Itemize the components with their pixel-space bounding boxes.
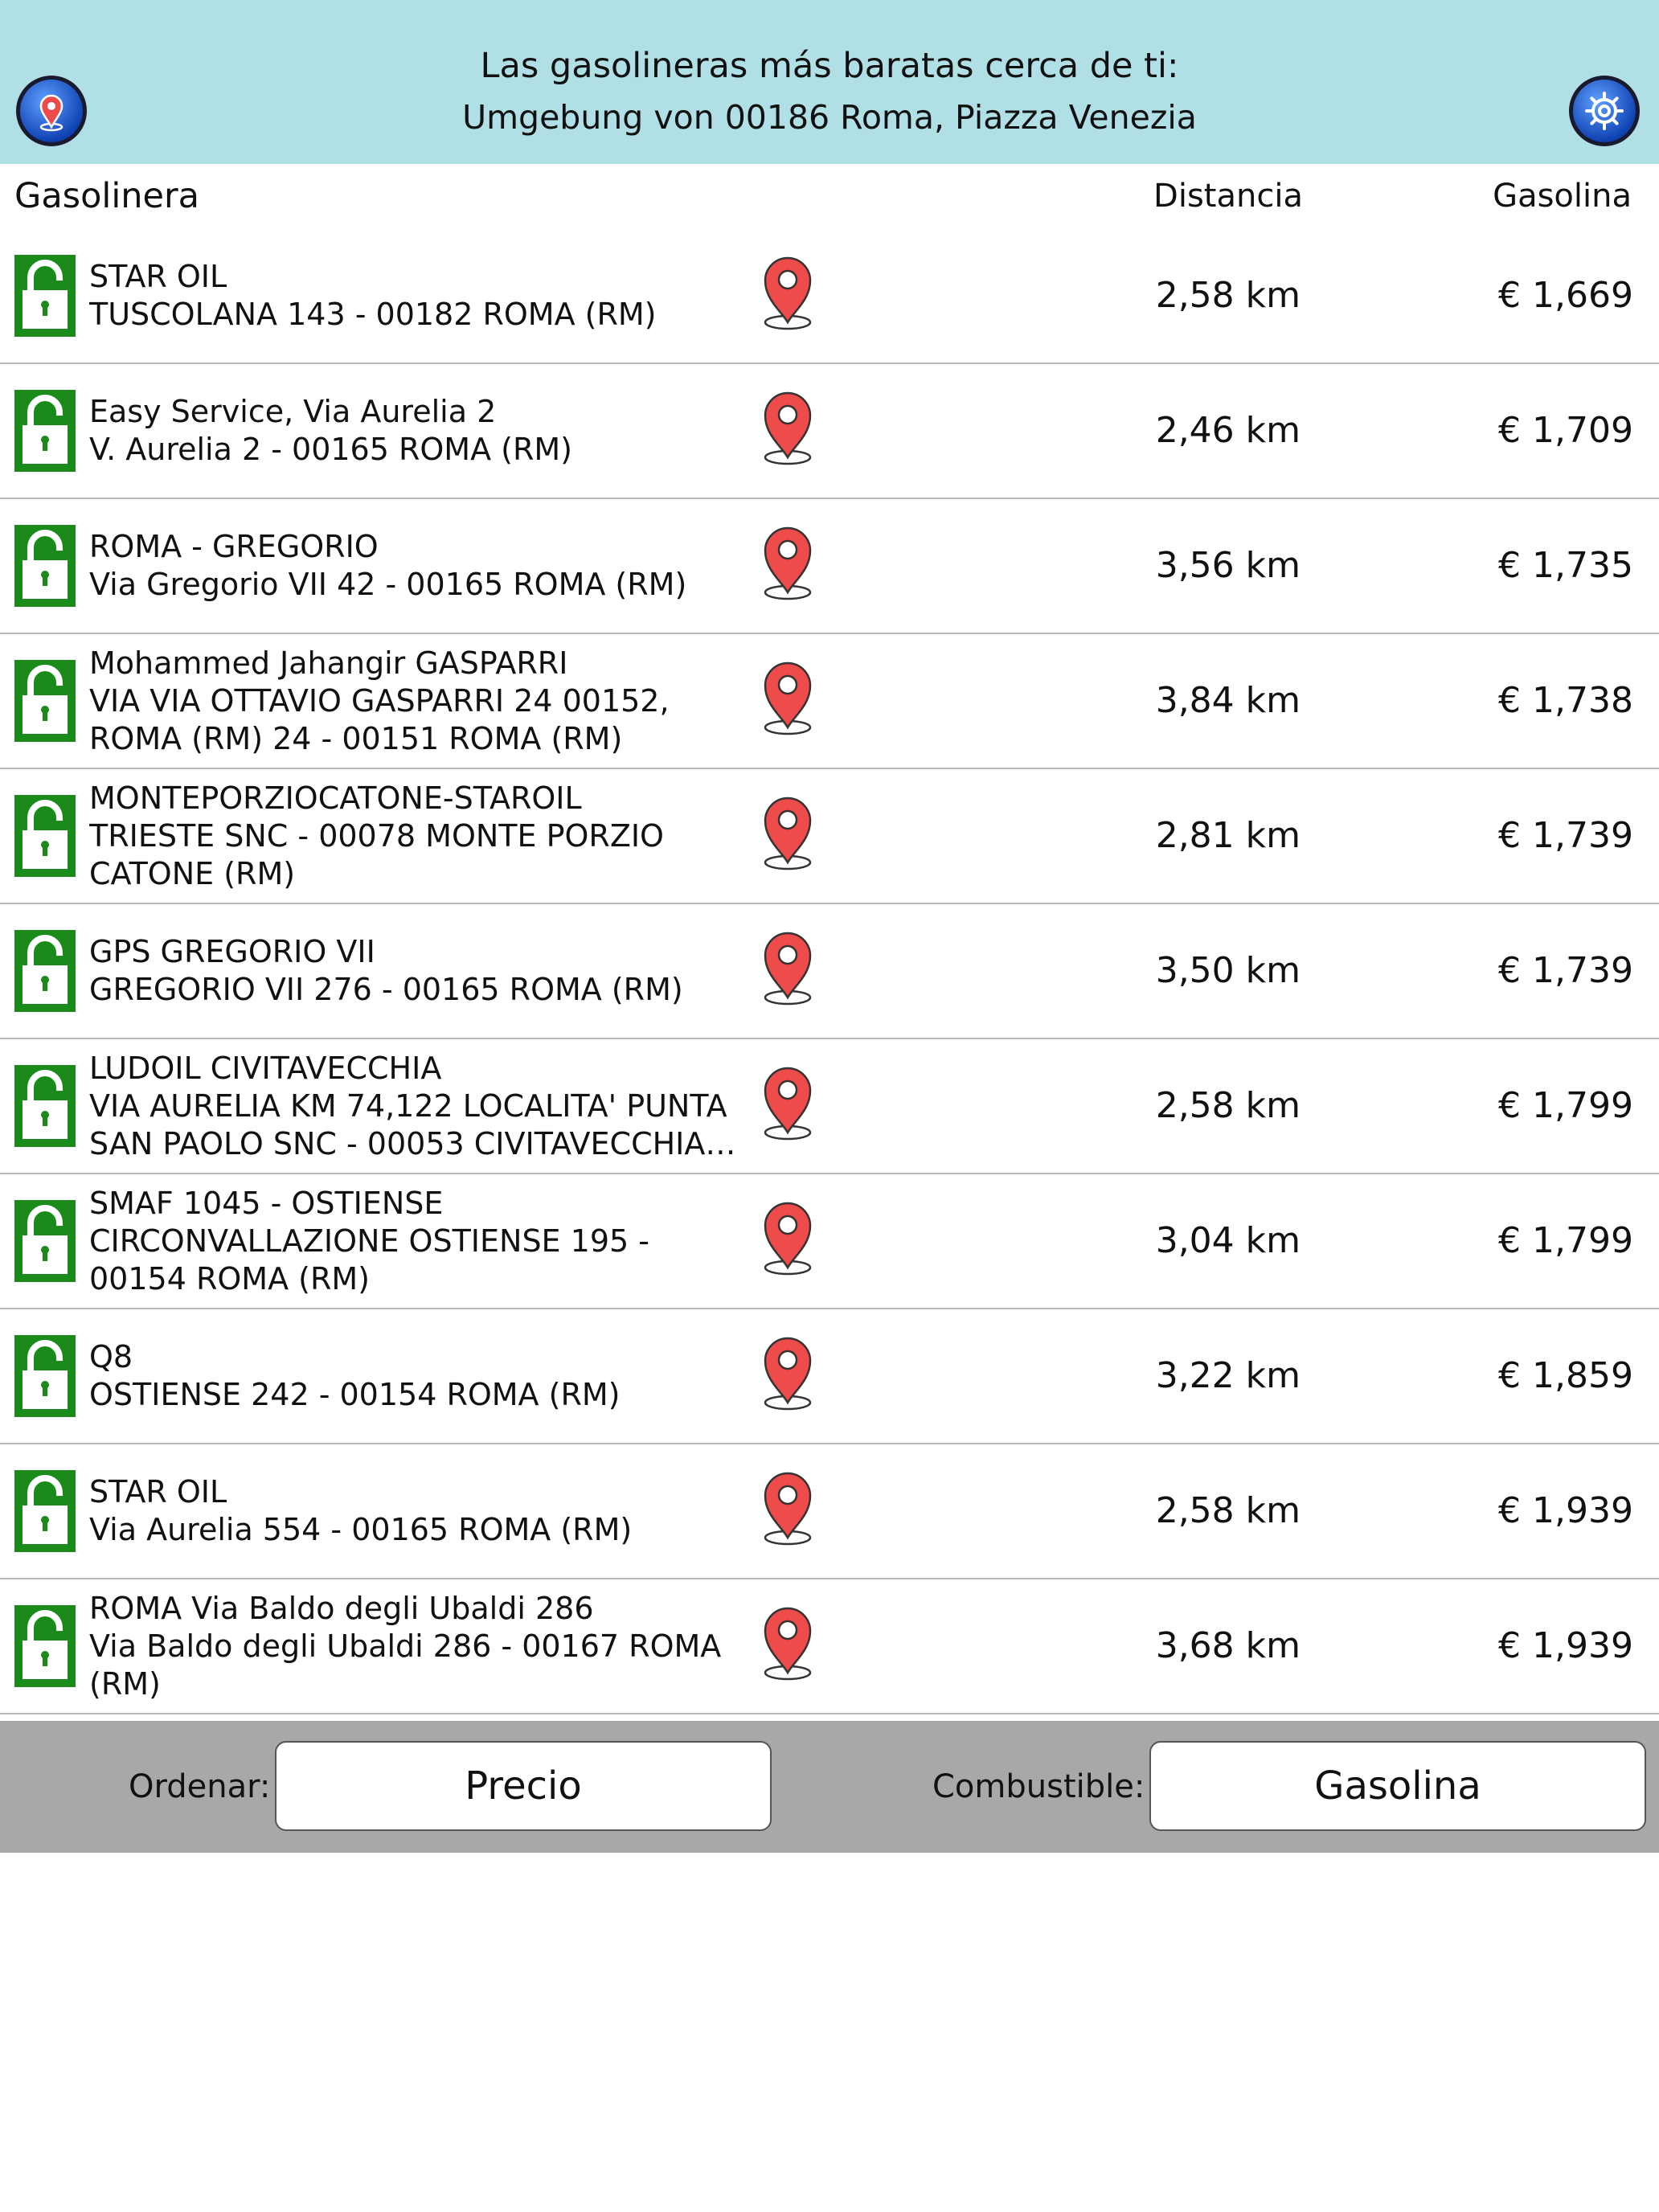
- map-pin-icon[interactable]: [760, 525, 815, 600]
- station-address: TUSCOLANA 143 - 00182 ROMA (RM): [89, 297, 657, 332]
- map-pin-icon[interactable]: [760, 1605, 815, 1681]
- map-pin-icon[interactable]: [760, 930, 815, 1006]
- station-distance: 2,58 km: [1155, 1490, 1301, 1531]
- station-distance: 2,58 km: [1155, 275, 1301, 316]
- open-lock-icon: [14, 660, 76, 742]
- header: [0, 0, 1659, 164]
- station-price: € 1,939: [1498, 1490, 1633, 1531]
- station-row[interactable]: [0, 1579, 1659, 1714]
- map-pin-icon[interactable]: [760, 660, 815, 735]
- station-name: Q8: [89, 1339, 133, 1374]
- station-row[interactable]: [0, 1309, 1659, 1444]
- header-title: Las gasolineras más baratas cerca de ti:: [480, 46, 1179, 86]
- station-row[interactable]: [0, 364, 1659, 499]
- column-header-price: Gasolina: [1493, 178, 1632, 215]
- station-price: € 1,709: [1498, 410, 1633, 451]
- open-lock-icon: [14, 930, 76, 1012]
- station-name: Mohammed Jahangir GASPARRI: [89, 645, 568, 681]
- station-price: € 1,799: [1498, 1220, 1633, 1261]
- station-name: LUDOIL CIVITAVECCHIA: [89, 1050, 442, 1086]
- open-lock-icon: [14, 1605, 76, 1687]
- open-lock-icon: [14, 795, 76, 877]
- station-row[interactable]: [0, 1444, 1659, 1579]
- open-lock-icon: [14, 1065, 76, 1147]
- station-price: € 1,739: [1498, 815, 1633, 856]
- sort-select-button[interactable]: Precio: [275, 1741, 772, 1831]
- station-row[interactable]: [0, 769, 1659, 904]
- station-price: € 1,738: [1498, 680, 1633, 721]
- fuel-select-button[interactable]: Gasolina: [1149, 1741, 1646, 1831]
- station-distance: 3,50 km: [1155, 950, 1301, 991]
- station-row[interactable]: [0, 499, 1659, 634]
- open-lock-icon: [14, 1335, 76, 1417]
- station-distance: 2,81 km: [1155, 815, 1301, 856]
- map-pin-icon[interactable]: [760, 1470, 815, 1546]
- map-pin-icon[interactable]: [760, 1335, 815, 1411]
- station-address: CIRCONVALLAZIONE OSTIENSE 195 - 00154 ROMA (RM): [89, 1223, 649, 1296]
- open-lock-icon: [14, 525, 76, 607]
- station-name: ROMA Via Baldo degli Ubaldi 286: [89, 1590, 594, 1626]
- station-distance: 3,04 km: [1155, 1220, 1301, 1261]
- station-distance: 3,22 km: [1155, 1355, 1301, 1396]
- station-address: OSTIENSE 242 - 00154 ROMA (RM): [89, 1377, 621, 1412]
- station-address: Via Baldo degli Ubaldi 286 - 00167 ROMA (RM): [89, 1628, 722, 1702]
- station-address: Via Aurelia 554 - 00165 ROMA (RM): [89, 1512, 633, 1547]
- station-distance: 3,56 km: [1155, 545, 1301, 586]
- map-pin-icon[interactable]: [760, 390, 815, 465]
- station-address: V. Aurelia 2 - 00165 ROMA (RM): [89, 432, 573, 467]
- station-name: STAR OIL: [89, 1474, 227, 1509]
- station-price: € 1,859: [1498, 1355, 1633, 1396]
- station-address: VIA VIA OTTAVIO GASPARRI 24 00152, ROMA (RM) 24 - 00151 ROMA (RM): [89, 682, 670, 756]
- station-distance: 3,84 km: [1155, 680, 1301, 721]
- station-price: € 1,939: [1498, 1625, 1633, 1666]
- map-pin-icon[interactable]: [760, 1200, 815, 1276]
- station-address: TRIESTE SNC - 00078 MONTE PORZIO CATONE (RM): [89, 817, 664, 891]
- station-distance: 3,68 km: [1155, 1625, 1301, 1666]
- open-lock-icon: [14, 390, 76, 472]
- station-row[interactable]: [0, 229, 1659, 364]
- map-pin-icon[interactable]: [760, 1065, 815, 1141]
- map-pin-icon[interactable]: [760, 255, 815, 330]
- station-price: € 1,735: [1498, 545, 1633, 586]
- station-distance: 2,58 km: [1155, 1085, 1301, 1126]
- row-divider: [0, 1713, 1659, 1714]
- settings-button[interactable]: [1567, 74, 1641, 148]
- gear-icon: [1567, 74, 1641, 148]
- station-distance: 2,46 km: [1155, 410, 1301, 451]
- map-pin-icon[interactable]: [760, 795, 815, 870]
- column-header-station: Gasolinera: [14, 176, 200, 216]
- open-lock-icon: [14, 1200, 76, 1282]
- station-name: STAR OIL: [89, 259, 227, 294]
- open-lock-icon: [14, 1470, 76, 1552]
- station-price: € 1,799: [1498, 1085, 1633, 1126]
- station-name: ROMA - GREGORIO: [89, 529, 379, 564]
- station-price: € 1,739: [1498, 950, 1633, 991]
- footer-toolbar: [0, 1721, 1659, 1853]
- station-address: Via Gregorio VII 42 - 00165 ROMA (RM): [89, 567, 687, 602]
- station-name: Easy Service, Via Aurelia 2: [89, 394, 497, 429]
- station-address: GREGORIO VII 276 - 00165 ROMA (RM): [89, 972, 683, 1007]
- station-row[interactable]: [0, 904, 1659, 1039]
- header-location: Umgebung von 00186 Roma, Piazza Venezia: [462, 98, 1197, 137]
- column-header-distance: Distancia: [1153, 178, 1303, 215]
- station-address: VIA AURELIA KM 74,122 LOCALITA' PUNTA SAN PAOLO SNC - 00053 CIVITAVECCHIA: [89, 1088, 727, 1161]
- station-name: MONTEPORZIOCATONE-STAROIL: [89, 780, 582, 816]
- station-name: SMAF 1045 - OSTIENSE: [89, 1185, 444, 1221]
- station-name: GPS GREGORIO VII: [89, 934, 375, 969]
- station-price: € 1,669: [1498, 275, 1633, 316]
- fuel-label: Combustible:: [932, 1768, 1145, 1805]
- sort-label: Ordenar:: [129, 1768, 271, 1805]
- station-row[interactable]: [0, 1039, 1659, 1174]
- station-row[interactable]: [0, 634, 1659, 769]
- station-row[interactable]: [0, 1174, 1659, 1309]
- open-lock-icon: [14, 255, 76, 337]
